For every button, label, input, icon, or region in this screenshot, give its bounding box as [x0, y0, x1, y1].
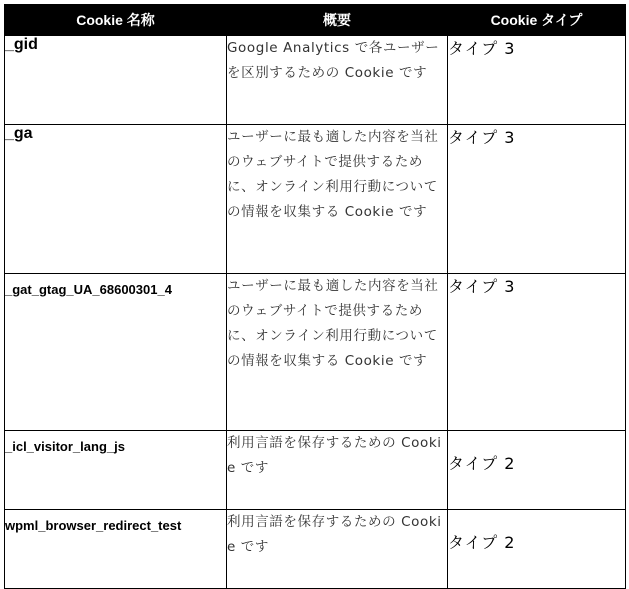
cookie-type-cell: タイプ 2: [448, 431, 626, 510]
cookie-summary-text: Google Analytics で各ユーザーを区別するための Cookie です: [227, 40, 440, 81]
header-cookie-name: Cookie 名称: [5, 5, 227, 36]
cookie-summary-cell: [227, 510, 448, 589]
table-row: [5, 125, 626, 274]
header-summary: 概要: [227, 5, 448, 36]
table-row: [5, 431, 626, 510]
cookie-summary-cell: [227, 125, 448, 274]
cookie-type-cell: タイプ 3: [448, 36, 626, 125]
cookie-name-cell: _ga: [5, 125, 227, 274]
table-row: [5, 36, 626, 125]
cookie-summary-cell: [227, 431, 448, 510]
cookie-summary-text: ユーザーに最も適した内容を当社のウェブサイトで提供するために、オンライン利用行動についての情報を収集する Cookie です: [227, 129, 439, 220]
cookie-type-cell: タイプ 2: [448, 510, 626, 589]
table-header-row: [5, 5, 626, 36]
cookie-summary-text: 利用言語を保存するための Cookie です: [227, 514, 442, 555]
cookie-name-cell: _gid: [5, 36, 227, 125]
header-cookie-type: Cookie タイプ: [448, 5, 626, 36]
cookie-name-cell: _icl_visitor_lang_js: [5, 431, 227, 510]
cookie-summary-cell: [227, 274, 448, 431]
cookie-table: [4, 4, 626, 589]
cookie-name-cell: wpml_browser_redirect_test: [5, 510, 227, 589]
cookie-name-cell: _gat_gtag_UA_68600301_4: [5, 274, 227, 431]
cookie-summary-text: ユーザーに最も適した内容を当社のウェブサイトで提供するために、オンライン利用行動についての情報を収集する Cookie です: [227, 278, 439, 369]
cookie-summary-text: 利用言語を保存するための Cookie です: [227, 435, 442, 476]
cookie-summary-cell: [227, 36, 448, 125]
table-row: [5, 510, 626, 589]
cookie-type-cell: タイプ 3: [448, 125, 626, 274]
cookie-type-cell: タイプ 3: [448, 274, 626, 431]
table-row: [5, 274, 626, 431]
